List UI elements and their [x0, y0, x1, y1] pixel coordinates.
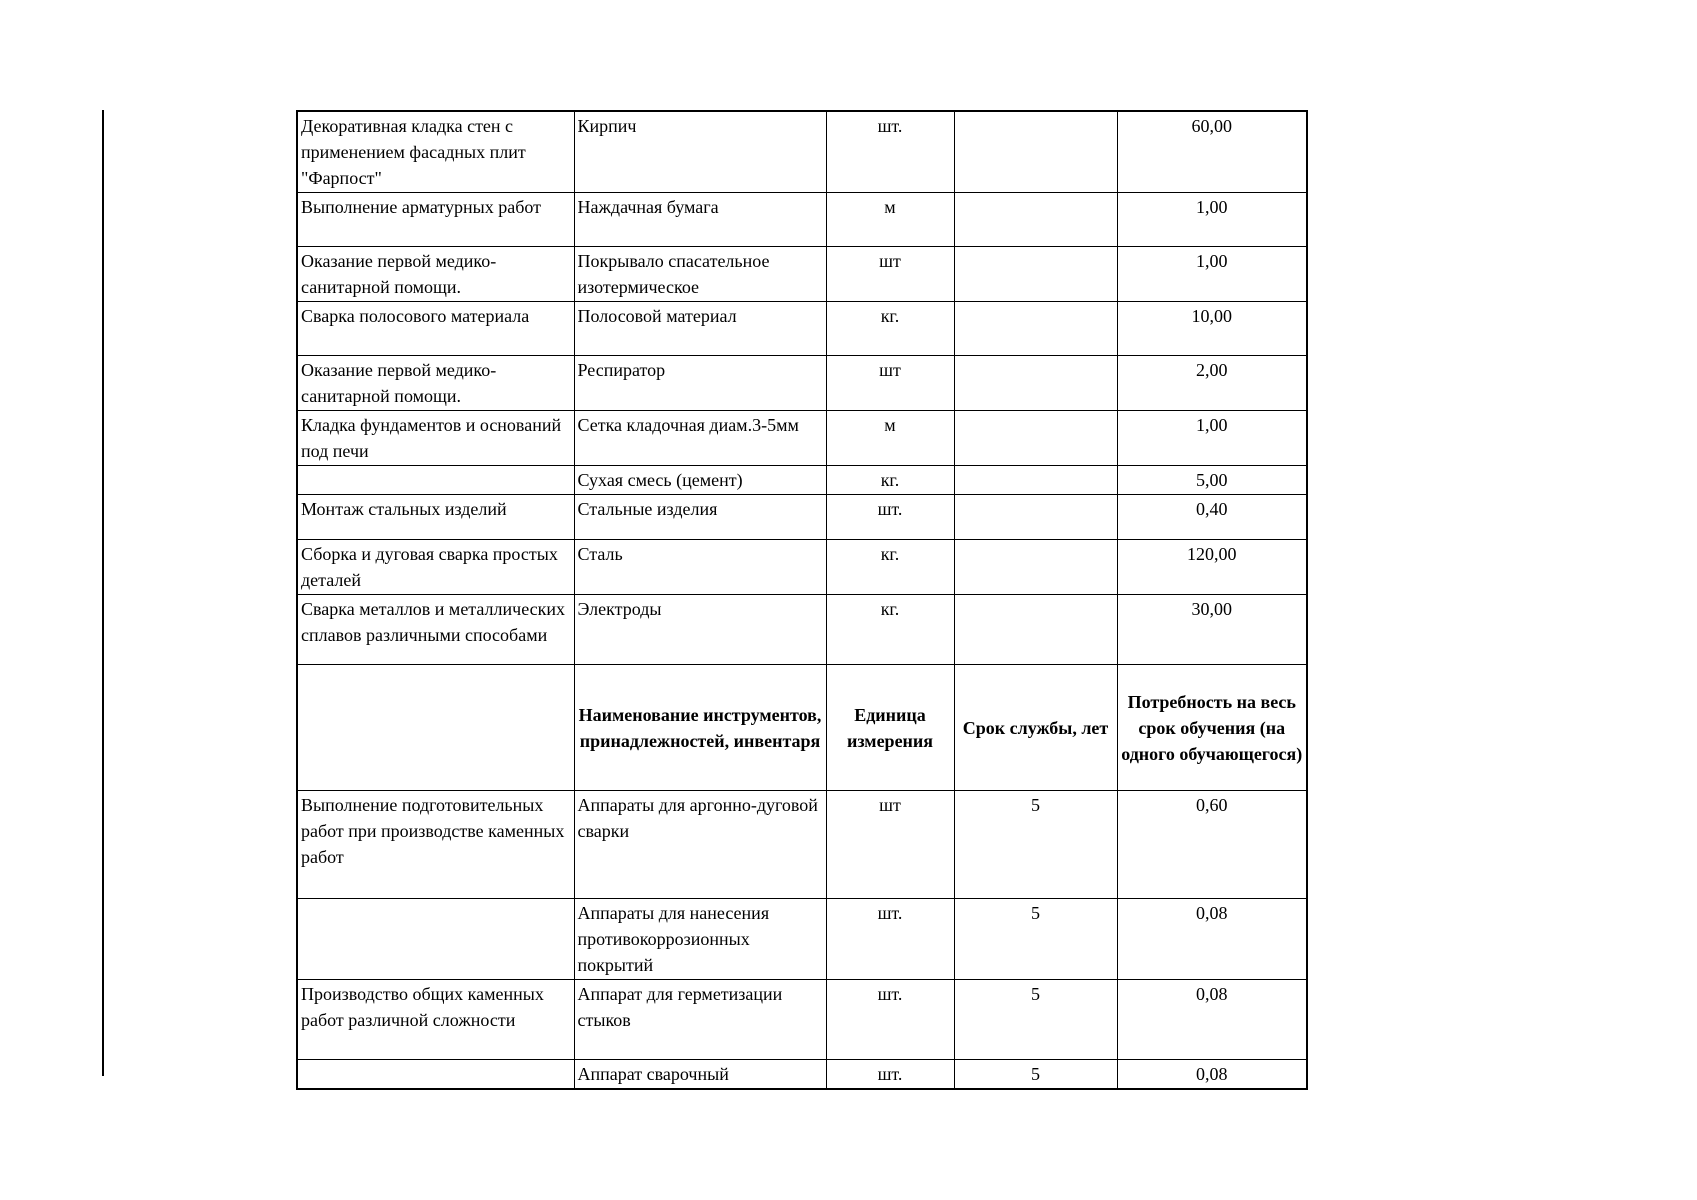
unit-cell: кг. [826, 540, 954, 595]
unit-cell: шт. [826, 1060, 954, 1090]
work-cell [297, 899, 574, 980]
life-cell [954, 302, 1117, 356]
life-cell [954, 540, 1117, 595]
unit-cell: м [826, 411, 954, 466]
work-cell: Декоративная кладка стен с применением фасадных плит "Фарпост" [297, 111, 574, 193]
item-cell: Аппараты для нанесения противокоррозионных покрытий [574, 899, 826, 980]
life-cell [954, 247, 1117, 302]
life-cell [954, 466, 1117, 495]
item-cell: Сухая смесь (цемент) [574, 466, 826, 495]
table-row [297, 247, 1307, 302]
life-cell [954, 595, 1117, 665]
item-cell: Аппарат для герметизации стыков [574, 980, 826, 1060]
work-cell: Оказание первой медико-санитарной помощи. [297, 247, 574, 302]
item-cell: Стальные изделия [574, 495, 826, 540]
life-cell [954, 495, 1117, 540]
table-row [297, 111, 1307, 193]
need-cell: 60,00 [1117, 111, 1307, 193]
work-cell [297, 1060, 574, 1090]
need-cell: 30,00 [1117, 595, 1307, 665]
item-cell: Аппарат сварочный [574, 1060, 826, 1090]
need-cell: 2,00 [1117, 356, 1307, 411]
need-cell: 0,40 [1117, 495, 1307, 540]
work-cell: Кладка фундаментов и оснований под печи [297, 411, 574, 466]
table-row [297, 411, 1307, 466]
unit-cell: шт [826, 356, 954, 411]
life-cell [954, 193, 1117, 247]
item-cell: Наждачная бумага [574, 193, 826, 247]
table-row [297, 495, 1307, 540]
table-row [297, 466, 1307, 495]
unit-cell: шт [826, 247, 954, 302]
work-cell: Выполнение арматурных работ [297, 193, 574, 247]
life-cell: 5 [954, 791, 1117, 899]
unit-cell: м [826, 193, 954, 247]
life-cell: 5 [954, 1060, 1117, 1090]
work-cell: Сборка и дуговая сварка простых деталей [297, 540, 574, 595]
life-cell [954, 411, 1117, 466]
header-work-cell [297, 665, 574, 791]
unit-cell: кг. [826, 595, 954, 665]
header-need-cell: Потребность на весь срок обучения (на одного обучающегося) [1117, 665, 1307, 791]
need-cell: 1,00 [1117, 411, 1307, 466]
unit-cell: шт. [826, 980, 954, 1060]
life-cell: 5 [954, 980, 1117, 1060]
need-cell: 0,08 [1117, 899, 1307, 980]
table-row [297, 193, 1307, 247]
need-cell: 10,00 [1117, 302, 1307, 356]
life-cell: 5 [954, 899, 1117, 980]
life-cell [954, 111, 1117, 193]
table-row [297, 595, 1307, 665]
need-cell: 5,00 [1117, 466, 1307, 495]
unit-cell: шт. [826, 899, 954, 980]
work-cell: Сварка металлов и металлических сплавов различными способами [297, 595, 574, 665]
unit-cell: шт [826, 791, 954, 899]
work-cell: Сварка полосового материала [297, 302, 574, 356]
unit-cell: шт. [826, 111, 954, 193]
header-unit-cell: Единица измерения [826, 665, 954, 791]
unit-cell: кг. [826, 466, 954, 495]
work-cell: Выполнение подготовительных работ при производстве каменных работ [297, 791, 574, 899]
table-row [297, 356, 1307, 411]
tools-header-row [297, 665, 1307, 791]
item-cell: Электроды [574, 595, 826, 665]
work-cell [297, 466, 574, 495]
need-cell: 1,00 [1117, 193, 1307, 247]
header-item-cell: Наименование инструментов, принадлежностей, инвентаря [574, 665, 826, 791]
header-life-cell: Срок службы, лет [954, 665, 1117, 791]
need-cell: 0,08 [1117, 1060, 1307, 1090]
work-cell: Производство общих каменных работ различной сложности [297, 980, 574, 1060]
work-cell: Монтаж стальных изделий [297, 495, 574, 540]
table-row [297, 540, 1307, 595]
item-cell: Кирпич [574, 111, 826, 193]
need-cell: 120,00 [1117, 540, 1307, 595]
item-cell: Респиратор [574, 356, 826, 411]
table-row [297, 980, 1307, 1060]
need-cell: 0,08 [1117, 980, 1307, 1060]
item-cell: Сетка кладочная диам.3-5мм [574, 411, 826, 466]
left-margin-line [102, 110, 104, 1076]
equipment-table [296, 110, 1308, 1090]
table-row [297, 302, 1307, 356]
life-cell [954, 356, 1117, 411]
unit-cell: кг. [826, 302, 954, 356]
work-cell: Оказание первой медико-санитарной помощи. [297, 356, 574, 411]
unit-cell: шт. [826, 495, 954, 540]
need-cell: 1,00 [1117, 247, 1307, 302]
item-cell: Покрывало спасательное изотермическое [574, 247, 826, 302]
item-cell: Аппараты для аргонно-дуговой сварки [574, 791, 826, 899]
need-cell: 0,60 [1117, 791, 1307, 899]
table-row [297, 1060, 1307, 1090]
table-row [297, 899, 1307, 980]
table-row [297, 791, 1307, 899]
item-cell: Сталь [574, 540, 826, 595]
item-cell: Полосовой материал [574, 302, 826, 356]
